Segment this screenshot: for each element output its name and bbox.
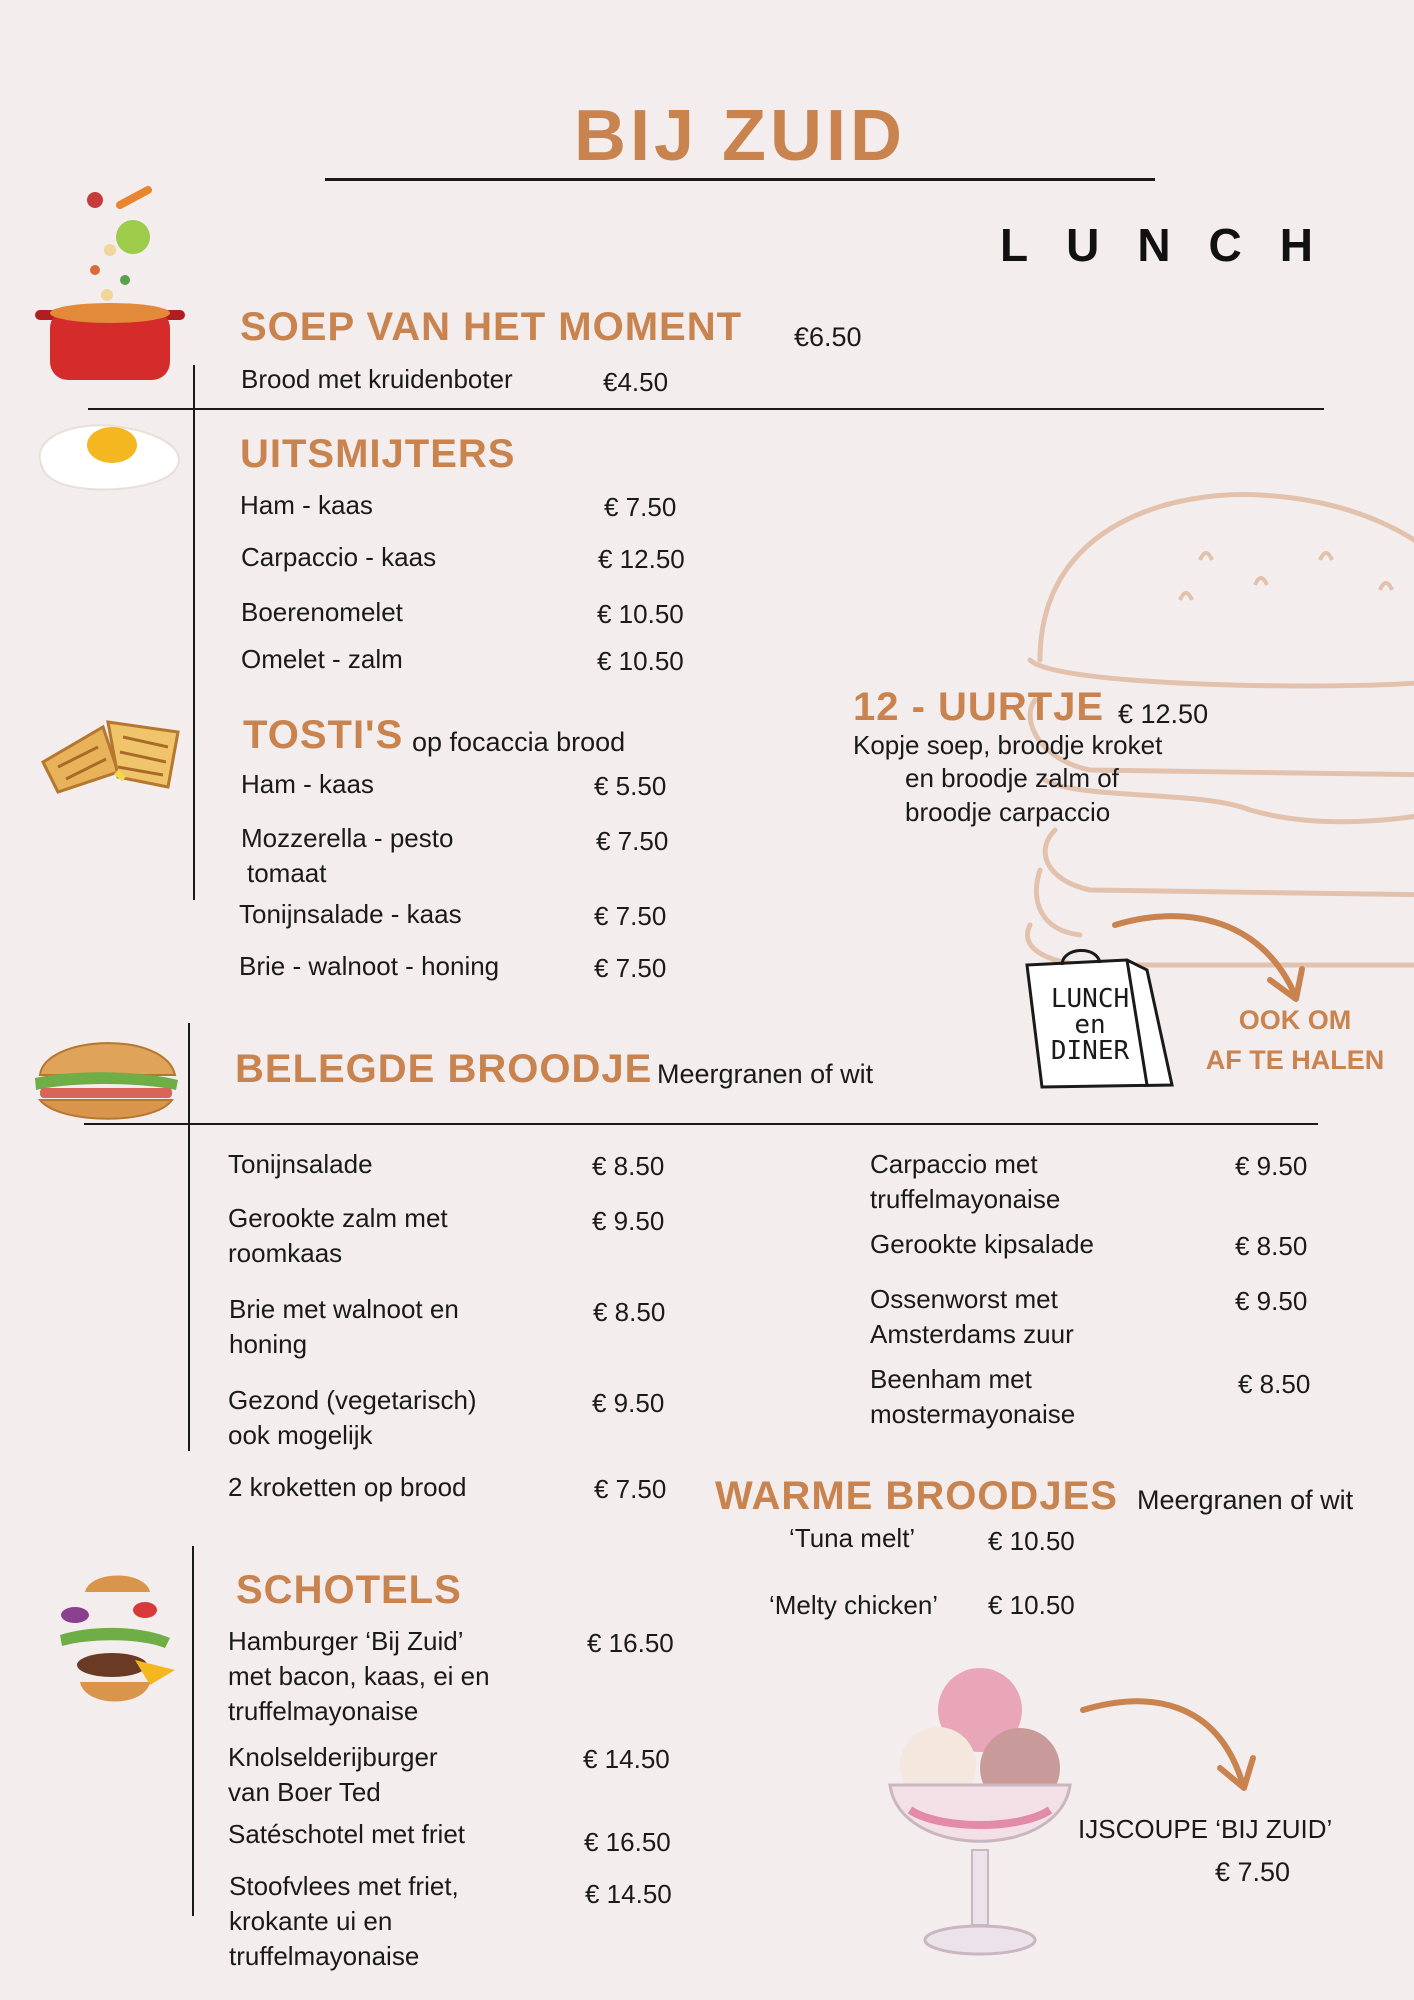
uitsmijter-item: Ham - kaas [240,490,373,520]
schotel-price: € 14.50 [583,1744,670,1774]
tosti-item: Ham - kaas [241,769,374,799]
curved-arrow-icon [1110,905,1310,1005]
bag-text-line2: en [1074,1010,1106,1040]
section-vertical-rule-1 [193,365,195,900]
soep-side-label: Brood met kruidenboter [241,364,513,394]
schotel-item: Stoofvlees met friet, [229,1871,459,1901]
broodje-divider [84,1123,1318,1125]
broodje-price: € 7.50 [594,1474,667,1504]
takeaway-note-line2: AF TE HALEN [1205,1045,1385,1075]
dessert-price: € 7.50 [1215,1857,1291,1887]
broodje-subtitle: Meergranen of wit [657,1059,874,1089]
uitsmijter-price: € 10.50 [597,599,684,629]
uitsmijters-heading: UITSMIJTERS [240,432,516,476]
broodje-item-line2: ook mogelijk [228,1420,373,1450]
tosti-item: Tonijnsalade - kaas [239,899,462,929]
broodje-price: € 9.50 [1235,1151,1308,1181]
broodje-item: Gerookte zalm met [228,1203,448,1233]
sandwich-icon [30,1020,180,1130]
tosti-price: € 7.50 [594,901,667,931]
tosti-price: € 5.50 [594,771,667,801]
broodje-item-line2: truffelmayonaise [870,1184,1061,1214]
uurtje-line: broodje carpaccio [905,797,1111,827]
soep-heading: SOEP VAN HET MOMENT [240,305,743,349]
schotel-price: € 16.50 [587,1628,674,1658]
broodje-price: € 8.50 [592,1151,665,1181]
broodje-price: € 9.50 [1235,1286,1308,1316]
broodje-price: € 8.50 [1238,1369,1311,1399]
section-vertical-rule-2 [188,1023,190,1451]
schotel-item-line2: krokante ui en [229,1906,393,1936]
broodje-item: Gerookte kipsalade [870,1229,1095,1259]
uurtje-price: € 12.50 [1118,699,1209,729]
ice-cream-sundae-icon [880,1660,1080,1970]
broodje-price: € 8.50 [593,1297,666,1327]
schotel-item-line3: truffelmayonaise [228,1696,419,1726]
restaurant-title: BIJ ZUID [573,96,907,176]
soup-pot-icon [35,175,185,385]
broodje-price: € 9.50 [592,1388,665,1418]
menu-subtitle: LUNCH [1000,219,1351,271]
uitsmijter-item: Boerenomelet [241,597,403,627]
tosti-item: Brie - walnoot - honing [239,951,500,981]
uitsmijter-price: € 7.50 [604,492,677,522]
uurtje-line: Kopje soep, broodje kroket [853,730,1163,760]
broodje-item: Gezond (vegetarisch) [228,1385,477,1415]
soep-side-price: €4.50 [603,367,669,397]
broodje-item: Ossenworst met [870,1284,1058,1314]
schotel-item-line2: met bacon, kaas, ei en [228,1661,490,1691]
dessert-name: IJSCOUPE ‘BIJ ZUID’ [1078,1814,1333,1844]
broodje-heading: BELEGDE BROODJE [235,1047,653,1091]
tostis-subtitle: op focaccia brood [412,727,626,757]
dessert-arrow-icon [1078,1690,1258,1800]
uurtje-line: en broodje zalm of [905,763,1119,793]
schotels-heading: SCHOTELS [236,1568,462,1612]
broodje-item: Brie met walnoot en [229,1294,459,1324]
broodje-item-line2: Amsterdams zuur [870,1319,1074,1349]
uitsmijter-price: € 12.50 [598,544,685,574]
tostis-heading: TOSTI'S [243,713,404,757]
schotel-item-line2: van Boer Ted [228,1777,381,1807]
broodje-price: € 8.50 [1235,1231,1308,1261]
broodje-item-line2: honing [229,1329,308,1359]
warme-subtitle: Meergranen of wit [1137,1485,1354,1515]
uurtje-heading: 12 - UURTJE [853,685,1105,729]
broodje-item-line2: roomkaas [228,1238,343,1268]
warme-price: € 10.50 [988,1590,1075,1620]
schotel-item: Satéschotel met friet [228,1819,465,1849]
section-vertical-rule-3 [192,1546,194,1916]
broodje-price: € 9.50 [592,1206,665,1236]
uitsmijter-price: € 10.50 [597,646,684,676]
tosti-item-line2: tomaat [247,858,327,888]
uitsmijter-item: Omelet - zalm [241,644,403,674]
tosti-price: € 7.50 [594,953,667,983]
broodje-item: Beenham met [870,1364,1032,1394]
warme-item: ‘Melty chicken’ [769,1590,939,1620]
burger-ingredients-icon [50,1570,180,1710]
soep-divider [88,408,1324,410]
warme-price: € 10.50 [988,1526,1075,1556]
bag-text-line1: LUNCH [1050,984,1130,1014]
schotel-item: Hamburger ‘Bij Zuid’ [228,1626,464,1656]
warme-item: ‘Tuna melt’ [789,1523,916,1553]
tosti-sandwich-icon [38,707,188,797]
title-divider [325,178,1155,181]
broodje-item: Tonijnsalade [228,1149,373,1179]
schotel-price: € 14.50 [585,1879,672,1909]
tosti-item: Mozzerella - pesto [241,823,454,853]
fried-egg-icon [30,415,190,495]
soep-price: €6.50 [794,322,862,352]
warme-heading: WARME BROODJES [715,1474,1118,1518]
schotel-item: Knolselderijburger [228,1742,438,1772]
schotel-item-line3: truffelmayonaise [229,1941,420,1971]
broodje-item: Carpaccio met [870,1149,1038,1179]
broodje-item: 2 kroketten op brood [228,1472,467,1502]
broodje-item-line2: mostermayonaise [870,1399,1076,1429]
takeaway-note-line1: OOK OM [1238,1005,1352,1035]
tosti-price: € 7.50 [596,826,669,856]
schotel-price: € 16.50 [584,1827,671,1857]
bag-text-line3: DINER [1050,1036,1130,1066]
uitsmijter-item: Carpaccio - kaas [241,542,437,572]
